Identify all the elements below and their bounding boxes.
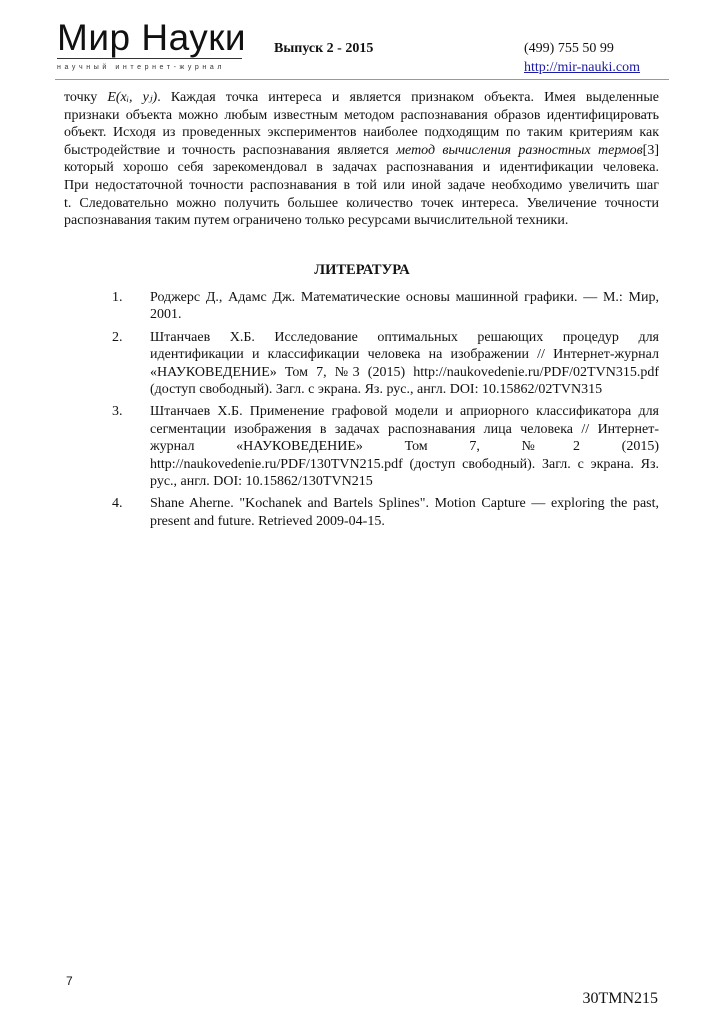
text: точку xyxy=(64,90,108,105)
reference-text: Штанчаев Х.Б. Применение графовой модели и априорного классификатора для сегментации изображения в задачах распознавания лица человека // Интернет-журнал «НАУКОВЕДЕНИЕ» Том 7, №2 (2015) http://naukovedenie.ru/PDF/130TVN215.pdf (доступ свободный). Загл. с экрана. Яз. рус., англ. DOI: 10.15862/130TVN215 xyxy=(150,404,659,490)
references-heading: ЛИТЕРАТУРА xyxy=(314,262,410,278)
header-divider xyxy=(55,79,669,80)
website-link[interactable]: http://mir-nauki.com xyxy=(524,60,640,75)
reference-number: 1. xyxy=(112,290,123,305)
reference-item xyxy=(112,289,659,324)
body-paragraph xyxy=(64,89,659,230)
italic-term: метод вычисления разностных термов xyxy=(396,142,643,158)
reference-text: Shane Aherne. "Kochanek and Bartels Splines". Motion Capture — exploring the past, present and future. Retrieved 2009-04-15. xyxy=(150,496,659,529)
reference-item xyxy=(112,329,659,399)
article-code: 30TMN215 xyxy=(582,990,658,1007)
text-line: При недостаточной точности распознавания в той или иной задаче необходимо увеличить шаг xyxy=(64,177,659,193)
issue-label: Выпуск 2 - 2015 xyxy=(274,41,374,56)
text: быстродействие и точность распознавания является xyxy=(64,142,397,158)
references-list xyxy=(112,289,659,535)
reference-number: 2. xyxy=(112,329,123,345)
text-line xyxy=(64,142,659,160)
text-line xyxy=(64,89,659,107)
page-number: 7 xyxy=(66,974,73,988)
reference-number: 3. xyxy=(112,404,123,420)
text-line: который хорошо себя зарекомендовал в задачах распознавания и идентификации человека. xyxy=(64,160,659,176)
text-line: t. Следовательно можно получить большее количество точек интереса. Увеличение точности xyxy=(64,195,659,211)
reference-number: 4. xyxy=(112,496,123,512)
text: . Каждая точка интереса и является признаком объекта. Имея выделенные xyxy=(157,90,659,105)
journal-logo: Мир Науки xyxy=(57,17,247,58)
citation: [3] xyxy=(642,142,659,158)
reference-item xyxy=(112,403,659,490)
text-line: распознавания таким путем ограничено только ресурсами вычислительной техники. xyxy=(64,213,569,229)
logo-underline xyxy=(57,58,242,59)
reference-text: Роджерс Д., Адамс Дж. Математические основы машинной графики. — М.: Мир, 2001. xyxy=(150,290,659,323)
text-line: объект. Исходя из проведенных экспериментов наиболее подходящим по таким критериям как xyxy=(64,125,659,141)
journal-tagline: научный интернет-журнал xyxy=(57,64,226,71)
text-line: признаки объекта можно любым известным методом распознавания образов идентифицировать xyxy=(64,107,659,123)
reference-item xyxy=(112,495,659,530)
math-expression: E(xᵢ, yⱼ) xyxy=(107,90,158,105)
reference-text: Штанчаев Х.Б. Исследование оптимальных решающих процедур для идентификации и классификации человека на изображении // Интернет-журнал «НАУКОВЕДЕНИЕ» Том 7, №3 (2015) http://naukovedenie.ru/PDF/02TVN315.pdf (доступ свободный). Загл. с экрана. Яз. рус., англ. DOI: 10.15862/02TVN315 xyxy=(150,329,659,398)
phone-number: (499) 755 50 99 xyxy=(524,41,614,56)
